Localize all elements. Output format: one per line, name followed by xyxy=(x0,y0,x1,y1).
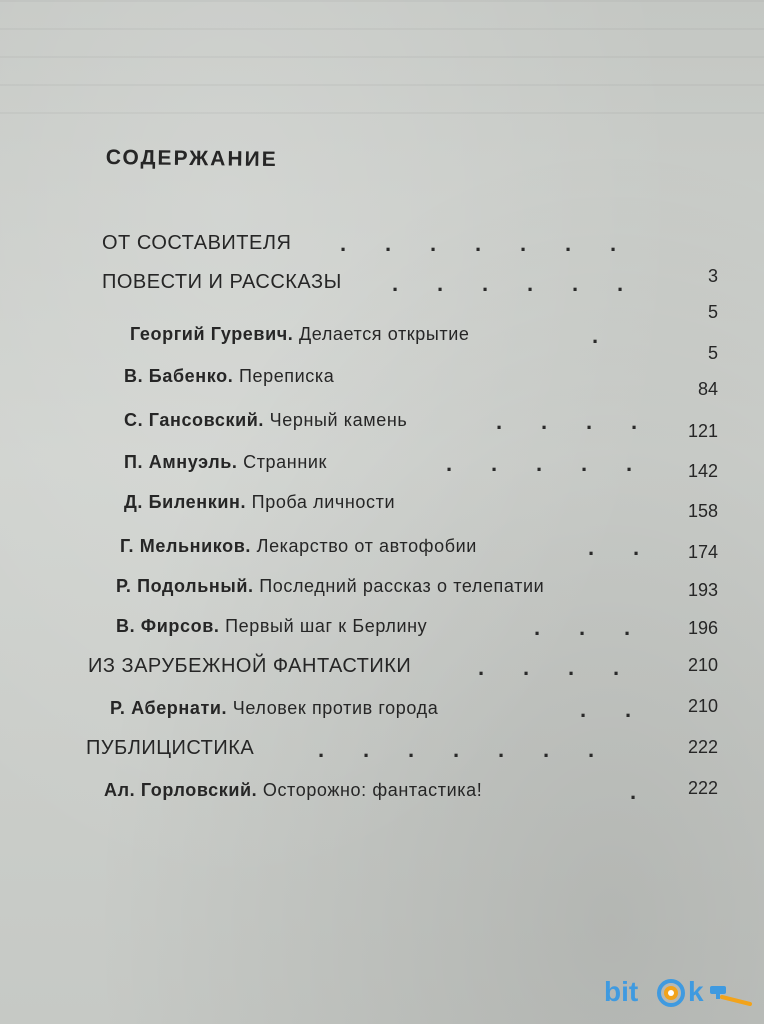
page-number: 84 xyxy=(697,379,718,399)
leader-dots: . xyxy=(630,779,637,804)
section-title: ПУБЛИЦИСТИКА xyxy=(86,737,255,759)
leader-dots: . . . . . . . xyxy=(340,231,617,256)
entry-title: Первый шаг к Берлину xyxy=(225,616,428,636)
toc-entry xyxy=(104,776,482,804)
entry-author: Р. Подольный. xyxy=(116,576,254,596)
entry-title: Переписка xyxy=(238,366,335,386)
entry-title: Осторожно: фантастика! xyxy=(262,780,483,800)
entry-author: С. Гансовский. xyxy=(124,410,265,430)
watermark-text-left: bit xyxy=(604,976,639,1007)
leader-dots: . . . . . . xyxy=(392,271,624,296)
page-number: 121 xyxy=(687,421,718,441)
hammer-icon xyxy=(708,983,752,1007)
page-number: 210 xyxy=(687,655,718,675)
entry-title: Странник xyxy=(243,452,327,472)
section-title: ОТ СОСТАВИТЕЛЯ xyxy=(102,232,292,254)
page-number: 193 xyxy=(687,580,718,600)
entry-author: Р. Абернати. xyxy=(110,698,228,718)
entry-title: Человек против города xyxy=(232,698,439,718)
page-title: СОДЕРЖАНИЕ xyxy=(105,146,278,172)
leader-dots: . . . xyxy=(534,615,631,640)
leader-dots: . xyxy=(592,323,599,348)
page-number: 210 xyxy=(687,696,718,716)
page-number: 174 xyxy=(687,542,718,562)
toc-entry xyxy=(120,532,477,560)
watermark-text-right: k xyxy=(688,976,704,1007)
page-number: 222 xyxy=(687,778,718,798)
entry-author: Ал. Горловский. xyxy=(104,780,258,800)
watermark-coin-icon xyxy=(656,978,686,1008)
page-number: 5 xyxy=(707,302,718,322)
page-number: 158 xyxy=(687,501,718,521)
toc-entry xyxy=(130,320,470,348)
leader-dots: . . . . xyxy=(496,409,638,434)
entry-title: Проба личности xyxy=(251,492,396,512)
leader-dots: . . . . xyxy=(478,655,620,680)
entry-author: Георгий Гуревич. xyxy=(130,324,294,344)
entry-title: Черный камень xyxy=(269,410,408,430)
page-number: 5 xyxy=(707,343,718,363)
toc-section-title xyxy=(102,229,291,257)
page-number: 196 xyxy=(687,618,718,638)
site-watermark xyxy=(604,975,754,1011)
entry-title: Последний рассказ о телепатии xyxy=(259,576,545,596)
toc-section-title xyxy=(88,652,411,680)
entry-author: Д. Биленкин. xyxy=(124,492,247,512)
leader-dots: . . xyxy=(580,697,632,722)
page-number: 222 xyxy=(687,737,718,757)
entry-title: Делается открытие xyxy=(299,324,470,344)
leader-dots: . . . . . xyxy=(446,451,633,476)
entry-author: В. Бабенко. xyxy=(124,366,234,386)
toc-entry xyxy=(124,406,407,434)
page-number: 142 xyxy=(687,461,718,481)
entry-title: Лекарство от автофобии xyxy=(256,536,477,556)
section-title: ИЗ ЗАРУБЕЖНОЙ ФАНТАСТИКИ xyxy=(88,655,412,677)
leader-dots: . . . . . . . xyxy=(318,737,595,762)
toc-entry xyxy=(110,694,438,722)
toc-entry xyxy=(124,448,327,476)
toc-section-title xyxy=(102,268,342,296)
entry-author: П. Амнуэль. xyxy=(124,452,238,472)
toc-entry xyxy=(116,572,544,600)
toc-entry xyxy=(124,362,334,390)
leader-dots: . . xyxy=(588,535,640,560)
toc-entry xyxy=(124,488,395,516)
section-title: ПОВЕСТИ И РАССКАЗЫ xyxy=(102,271,342,293)
toc-entry xyxy=(116,612,427,640)
page-number: 3 xyxy=(707,266,718,286)
entry-author: Г. Мельников. xyxy=(120,536,252,556)
entry-author: В. Фирсов. xyxy=(116,616,220,636)
toc-section-title xyxy=(86,734,254,762)
